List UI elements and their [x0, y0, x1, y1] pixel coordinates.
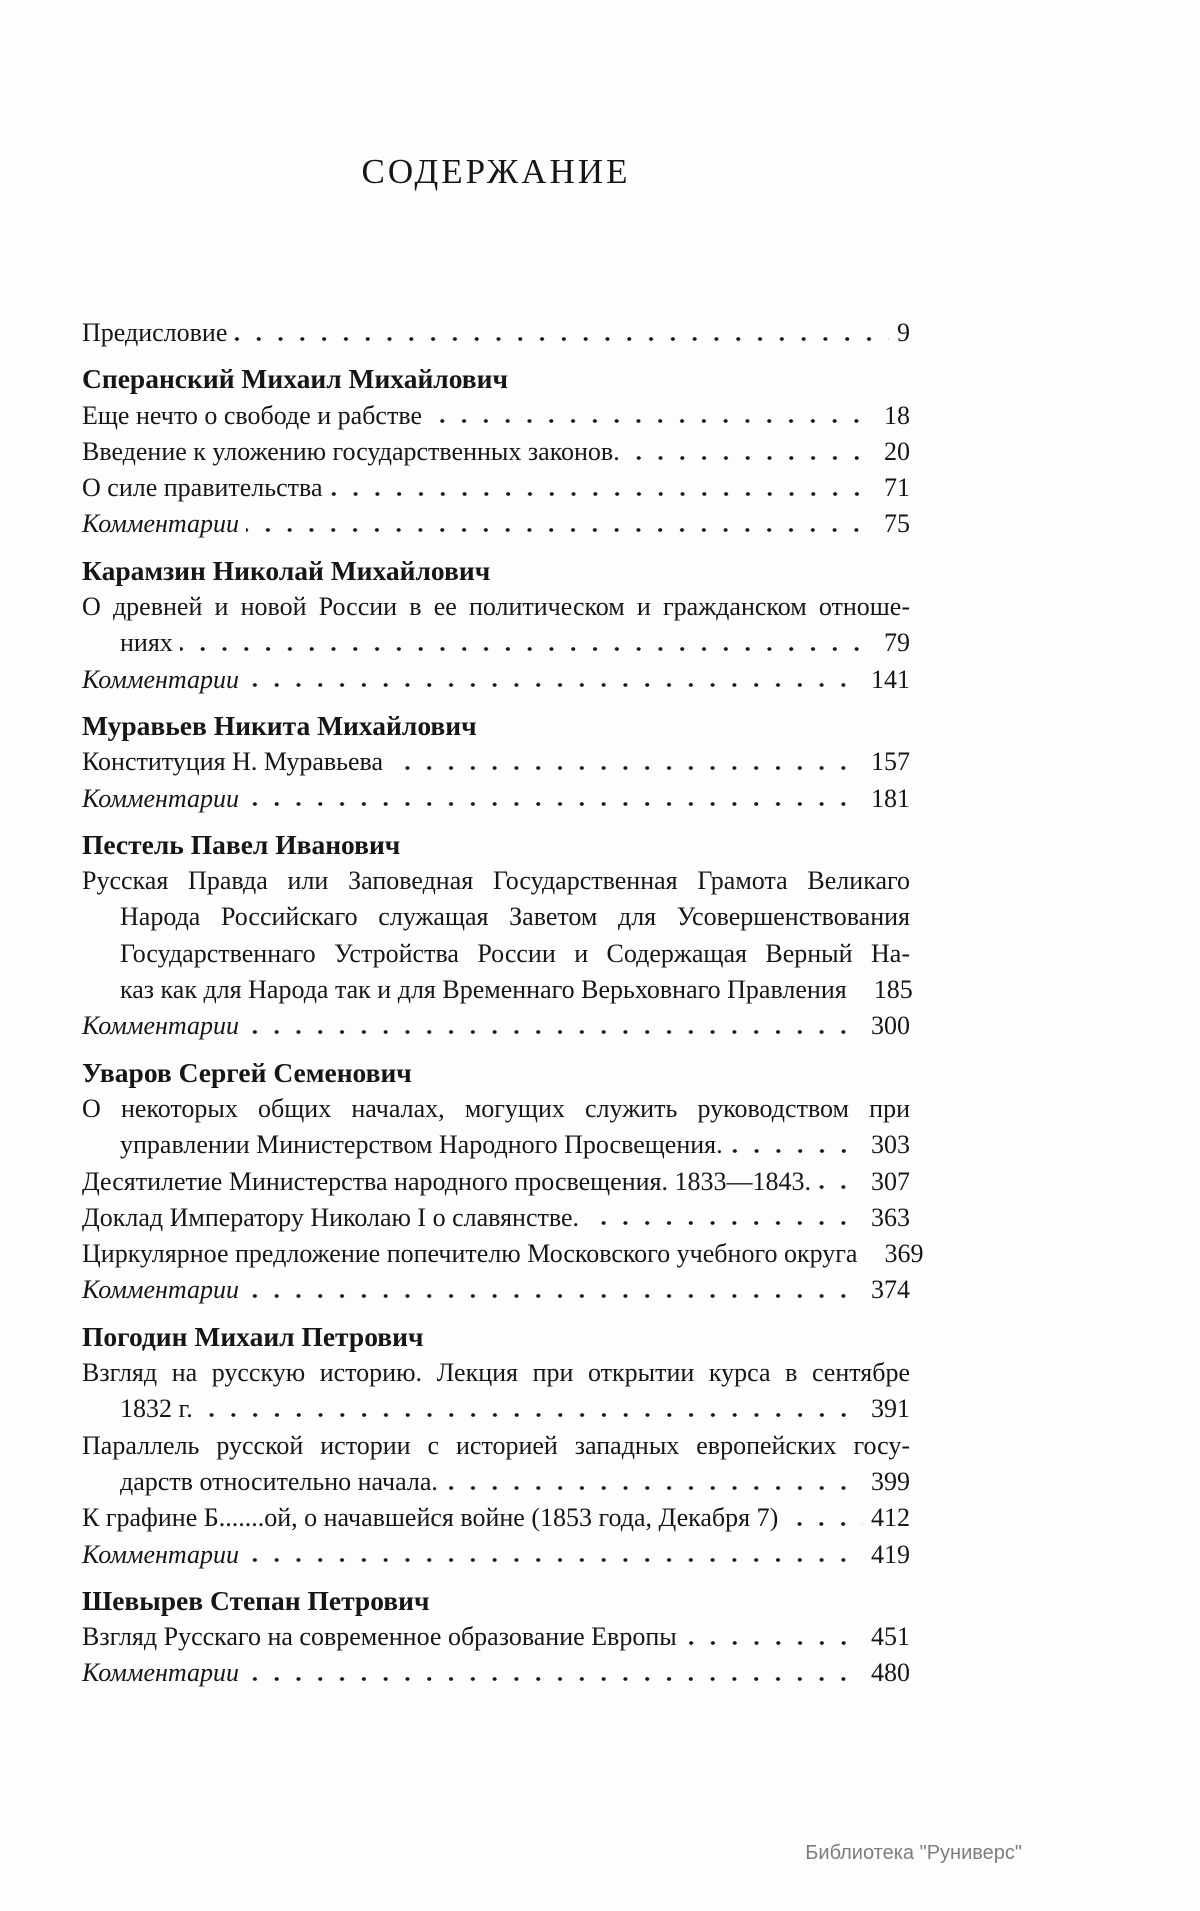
page-number: 399: [871, 1466, 910, 1496]
page-title: СОДЕРЖАНИЕ: [361, 152, 631, 191]
toc-entry: [82, 1008, 910, 1044]
toc-entry-label: 1832 г.: [120, 1394, 193, 1424]
toc-entry-label: О некоторых общих началах, могущих служить руководством при: [82, 1093, 910, 1123]
toc-section-heading: [82, 1583, 910, 1619]
dot-leader: [180, 644, 876, 651]
toc-section-heading: [82, 1055, 910, 1091]
page-number: 141: [871, 664, 910, 694]
footer-credit: Библиотека "Руниверс": [805, 1842, 1022, 1864]
dot-leader: [818, 1183, 863, 1190]
toc-entry-label: О силе правительства: [82, 473, 323, 503]
page-number: 181: [871, 783, 910, 813]
page-number: 412: [871, 1503, 910, 1533]
toc-entry-label: каз как для Народа так и для Временнаго Верьховнаго Правления: [120, 975, 847, 1005]
toc-entry: [82, 662, 910, 698]
toc-entry-label: Пестель Павел Иванович: [82, 828, 401, 860]
page-number: 303: [871, 1130, 910, 1160]
toc-entry-label: Погодин Михаил Петрович: [82, 1320, 424, 1352]
toc-entry: [82, 781, 910, 817]
page-number: 374: [871, 1275, 910, 1305]
toc-entry-label: Комментарии: [82, 1658, 240, 1688]
toc-entry: [82, 899, 910, 935]
toc-entry: [82, 972, 913, 1008]
dot-leader: [246, 525, 876, 532]
page-number: 9: [897, 318, 910, 347]
page-number: 480: [871, 1658, 910, 1688]
page-number: 18: [884, 400, 910, 430]
toc-entry: [82, 506, 910, 542]
toc-entry: [82, 1428, 910, 1464]
toc-section-heading: [82, 827, 910, 863]
toc-entry: [82, 1200, 910, 1236]
toc-entry-label: Взгляд Русскаго на современное образование Европы: [82, 1622, 677, 1652]
dot-leader: [445, 1483, 863, 1490]
toc-entry: [82, 1500, 910, 1536]
toc-section-heading: [82, 1319, 910, 1355]
toc-entry-label: Комментарии: [82, 1011, 240, 1041]
toc-entry: [82, 863, 910, 899]
dot-leader: [390, 763, 863, 770]
toc-entry-label: дарств относительно начала.: [120, 1466, 438, 1496]
toc-entry-label: Комментарии: [82, 783, 240, 813]
dot-leader: [429, 417, 876, 424]
toc-entry: [82, 1355, 910, 1391]
toc-entry-label: Доклад Императору Николаю I о славянстве.: [82, 1202, 580, 1232]
page-number: 300: [871, 1011, 910, 1041]
dot-leader: [200, 1410, 863, 1417]
page-number: 369: [884, 1239, 924, 1269]
page-number: 75: [884, 509, 910, 539]
toc-entry: [82, 1391, 910, 1427]
toc-entry-label: Комментарии: [82, 1275, 240, 1305]
dot-leader: [785, 1519, 863, 1526]
dot-leader: [246, 1674, 863, 1681]
dot-leader: [246, 800, 863, 807]
toc-entry-label: Комментарии: [82, 509, 240, 539]
toc-entry-label: Десятилетие Министерства народного просвещения. 1833—1843.: [82, 1166, 812, 1196]
dot-leader: [246, 1027, 863, 1034]
dot-leader: [684, 1638, 863, 1645]
toc-entry-label: Взгляд на русскую историю. Лекция при открытии курса в сентябре: [82, 1358, 910, 1388]
toc-entry: [82, 1127, 910, 1163]
toc-entry-label: К графине Б.......ой, о начавшейся войне (1853 года, Декабря 7): [82, 1503, 779, 1533]
toc-entry-label: Сперанский Михаил Михайлович: [82, 363, 508, 395]
toc-entry-label: Муравьев Никита Михайлович: [82, 709, 477, 741]
toc-entry: [82, 315, 910, 351]
dot-leader: [586, 1219, 863, 1226]
toc-entry-label: Карамзин Николай Михайлович: [82, 554, 491, 586]
toc-entry: [82, 1164, 910, 1200]
page-number: 157: [871, 747, 910, 777]
page-number: 79: [884, 628, 910, 658]
toc-entry: [82, 589, 910, 625]
toc-entry-label: О древней и новой России в ее политическом и гражданском отноше-: [82, 592, 910, 622]
toc-entry-label: Шевырев Степан Петрович: [82, 1584, 430, 1616]
toc-entry-label: Циркулярное предложение попечителю Московского учебного округа: [82, 1239, 858, 1269]
toc-entry: [82, 744, 910, 780]
page-number: 185: [873, 975, 913, 1005]
dot-leader: [854, 991, 866, 998]
toc-section-heading: [82, 553, 910, 589]
page-number: 419: [871, 1539, 910, 1569]
toc-entry: [82, 434, 910, 470]
dot-leader: [864, 1255, 876, 1262]
toc-entry-label: Конституция Н. Муравьева: [82, 747, 384, 777]
dot-leader: [627, 453, 876, 460]
dot-leader: [246, 681, 863, 688]
toc-entry-label: Государственнаго Устройства России и Содержащая Верный На-: [120, 938, 910, 968]
toc-entry: [82, 1236, 924, 1272]
dot-leader: [246, 1291, 863, 1298]
toc-entry-label: ниях: [120, 628, 173, 658]
dot-leader: [234, 334, 889, 341]
toc-entry-label: Введение к уложению государственных законов.: [82, 436, 620, 466]
page-number: 307: [871, 1166, 910, 1196]
toc-entry-label: Народа Российскаго служащая Заветом для Усовершенствования: [120, 902, 910, 932]
toc-entry-label: Уваров Сергей Семенович: [82, 1056, 412, 1088]
toc-entry-label: Еще нечто о свободе и рабстве: [82, 400, 422, 430]
toc-entry: [82, 1619, 910, 1655]
page-number: 391: [871, 1394, 910, 1424]
page-number: 20: [884, 436, 910, 466]
page-number: 71: [884, 473, 910, 503]
dot-leader: [730, 1146, 863, 1153]
toc-entry-label: Предисловие: [82, 318, 228, 347]
toc-entry: [82, 1091, 910, 1127]
toc-entry-label: Русская Правда или Заповедная Государственная Грамота Великаго: [82, 866, 910, 896]
toc-section-heading: [82, 361, 910, 397]
toc-entry-label: Комментарии: [82, 664, 240, 694]
toc-entry: [82, 1464, 910, 1500]
toc-entry: [82, 470, 910, 506]
toc-entry: [82, 625, 910, 661]
page-number: 451: [871, 1622, 910, 1652]
toc-section-heading: [82, 708, 910, 744]
toc-entry-label: Параллель русской истории с историей западных европейских госу-: [82, 1430, 910, 1460]
dot-leader: [246, 1556, 863, 1563]
toc-entry-label: Комментарии: [82, 1539, 240, 1569]
toc-entry: [82, 936, 910, 972]
toc-entry-label: управлении Министерством Народного Просвещения.: [120, 1130, 723, 1160]
toc-entry: [82, 1537, 910, 1573]
toc: [82, 315, 924, 1692]
toc-entry: [82, 1655, 910, 1691]
toc-entry: [82, 398, 910, 434]
dot-leader: [330, 489, 877, 496]
page-number: 363: [871, 1202, 910, 1232]
toc-entry: [82, 1272, 910, 1308]
